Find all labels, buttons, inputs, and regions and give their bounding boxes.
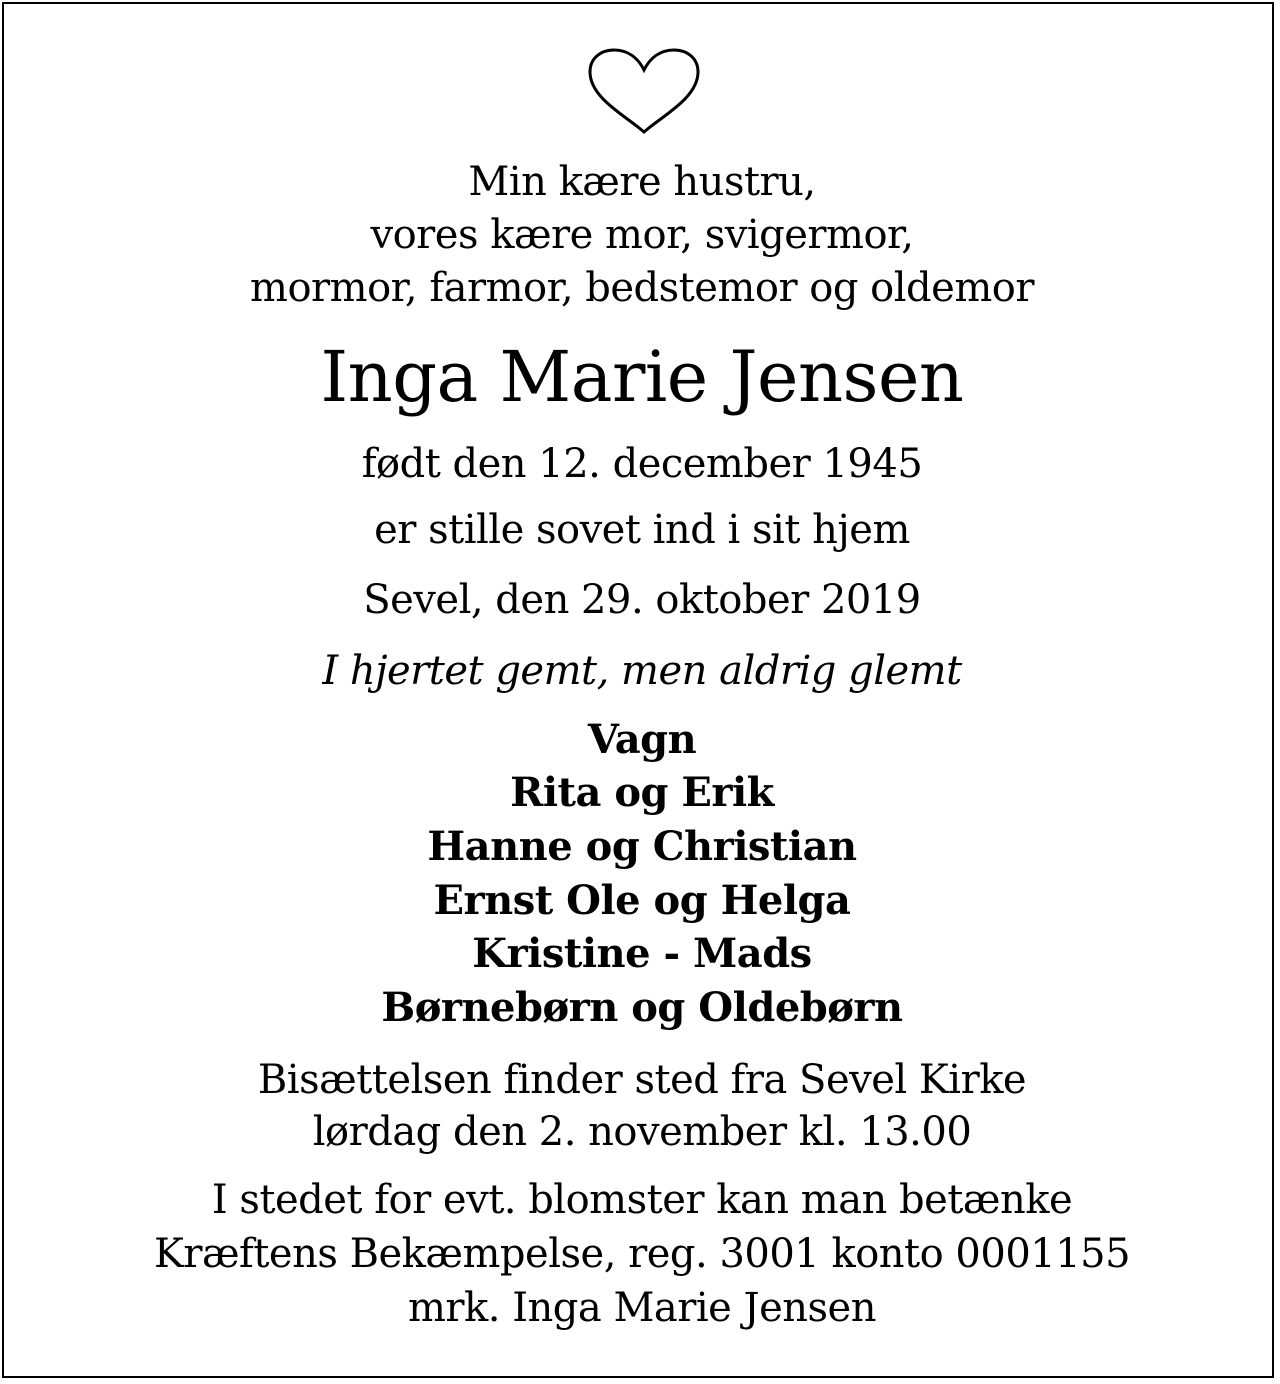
mourner-line: Hanne og Christian <box>427 823 857 870</box>
intro-line-3: mormor, farmor, bedstemor og oldemor <box>250 265 1034 311</box>
donation-line-2: Kræftens Bekæmpelse, reg. 3001 konto 0001155 <box>153 1231 1131 1277</box>
donation-line-3: mrk. Inga Marie Jensen <box>408 1285 876 1331</box>
obituary-frame <box>2 2 1274 1378</box>
mourner-line: Rita og Erik <box>510 769 774 816</box>
mourner-line: Vagn <box>587 716 697 763</box>
mourner-line: Børnebørn og Oldebørn <box>381 984 903 1031</box>
funeral-line-2: lørdag den 2. november kl. 13.00 <box>312 1109 972 1155</box>
place-date: Sevel, den 29. oktober 2019 <box>363 577 921 623</box>
mourner-line: Ernst Ole og Helga <box>433 877 851 924</box>
passing-text: er stille sovet ind i sit hjem <box>374 507 910 553</box>
deceased-name: Inga Marie Jensen <box>320 336 964 418</box>
birth-date: født den 12. december 1945 <box>361 441 923 487</box>
heart-outline-icon <box>586 46 702 136</box>
intro-line-2: vores kære mor, svigermor, <box>370 212 914 258</box>
intro-line-1: Min kære hustru, <box>468 159 816 205</box>
donation-line-1: I stedet for evt. blomster kan man betænke <box>211 1177 1073 1223</box>
memorial-quote: I hjertet gemt, men aldrig glemt <box>322 648 962 694</box>
funeral-line-1: Bisættelsen finder sted fra Sevel Kirke <box>257 1057 1027 1103</box>
mourner-line: Kristine - Mads <box>472 930 812 977</box>
